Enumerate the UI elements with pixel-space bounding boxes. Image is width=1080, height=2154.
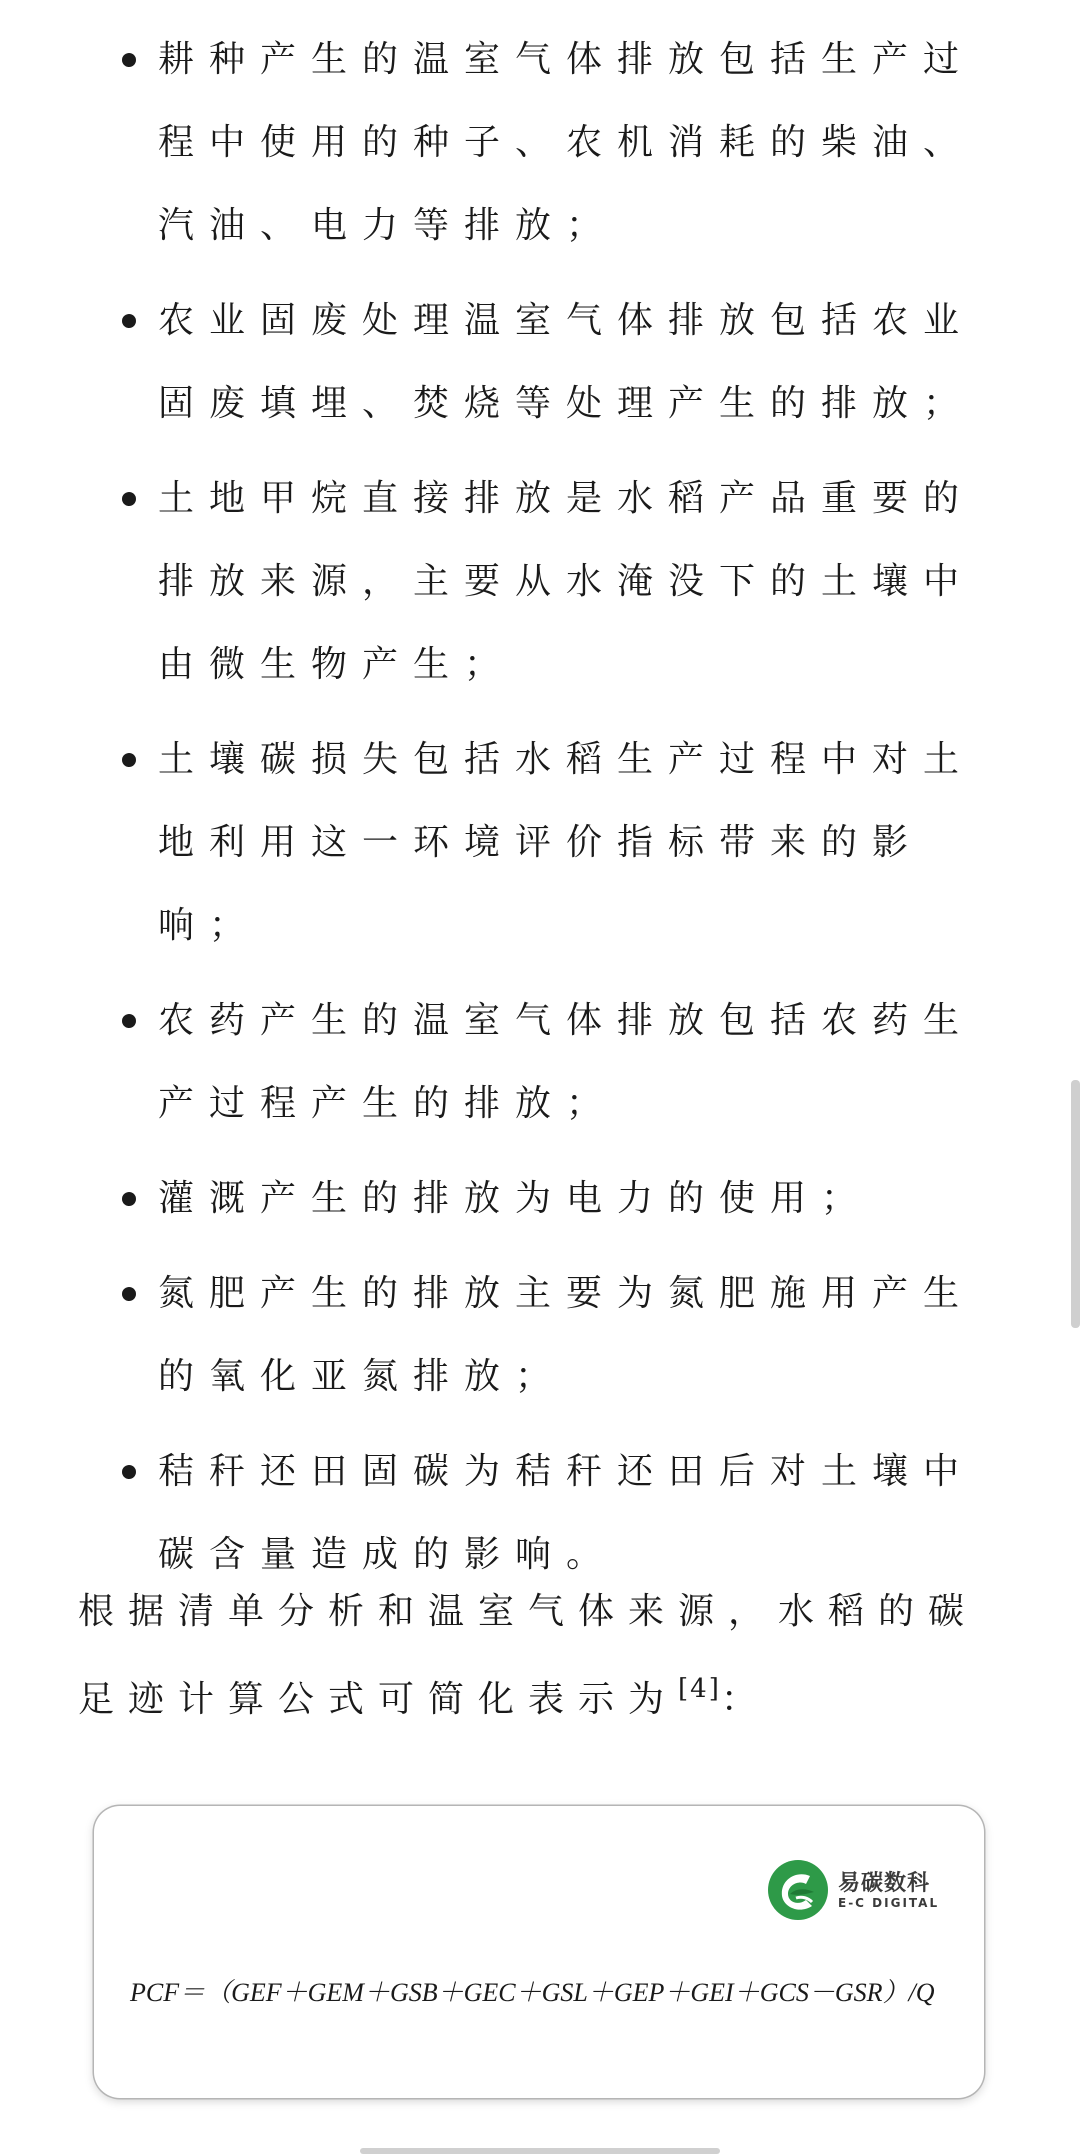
bullet-dot-icon <box>122 1465 136 1479</box>
ec-digital-logo <box>766 1858 946 1924</box>
list-item <box>158 279 1010 445</box>
list-item <box>158 979 1010 1145</box>
logo-english-name: E-C DIGITAL <box>838 1896 940 1910</box>
list-item <box>158 18 1010 267</box>
formula-image-card <box>94 1806 984 2098</box>
list-item-text: 氮肥产生的排放主要为氮肥施用产生的氧化亚氮排放； <box>158 1273 975 1397</box>
list-item-text: 秸秆还田固碳为秸秆还田后对土壤中碳含量造成的影响。 <box>158 1451 975 1575</box>
bullet-dot-icon <box>122 753 136 767</box>
list-item <box>158 718 1010 967</box>
carbon-footprint-formula: PCF＝（GEF＋GEM＋GSB＋GEC＋GSL＋GEP＋GEI＋GCS－GSR）/Q <box>130 1978 935 2007</box>
list-item-text: 土壤碳损失包括水稻生产过程中对土地利用这一环境评价指标带来的影响； <box>158 739 975 946</box>
emission-source-list <box>0 18 1010 1608</box>
list-item <box>158 1157 1010 1240</box>
formula-intro-paragraph <box>78 1568 1008 1744</box>
citation-link[interactable]: [4] <box>678 1674 721 1704</box>
list-item-text: 农业固废处理温室气体排放包括农业固废填埋、焚烧等处理产生的排放； <box>158 300 975 424</box>
list-item-text: 灌溉产生的排放为电力的使用； <box>158 1178 873 1219</box>
list-item <box>158 457 1010 706</box>
bullet-dot-icon <box>122 1287 136 1301</box>
list-item-text: 土地甲烷直接排放是水稻产品重要的排放来源，主要从水淹没下的土壤中由微生物产生； <box>158 478 975 685</box>
bullet-dot-icon <box>122 1014 136 1028</box>
logo-chinese-name: 易碳数科 <box>838 1871 931 1896</box>
list-item <box>158 1252 1010 1418</box>
paragraph-text: 根据清单分析和温室气体来源，水稻的碳足迹计算公式可简化表示为 <box>78 1591 979 1720</box>
list-item-text: 农药产生的温室气体排放包括农药生产过程产生的排放； <box>158 1000 975 1124</box>
home-indicator[interactable] <box>360 2148 720 2154</box>
paragraph-suffix: ： <box>720 1679 771 1720</box>
bullet-dot-icon <box>122 314 136 328</box>
list-item-text: 耕种产生的温室气体排放包括生产过程中使用的种子、农机消耗的柴油、汽油、电力等排放； <box>158 39 975 246</box>
bullet-dot-icon <box>122 1192 136 1206</box>
scrollbar-thumb[interactable] <box>1071 1080 1080 1328</box>
bullet-dot-icon <box>122 53 136 67</box>
bullet-dot-icon <box>122 492 136 506</box>
ec-digital-logo-icon <box>766 1858 830 1922</box>
